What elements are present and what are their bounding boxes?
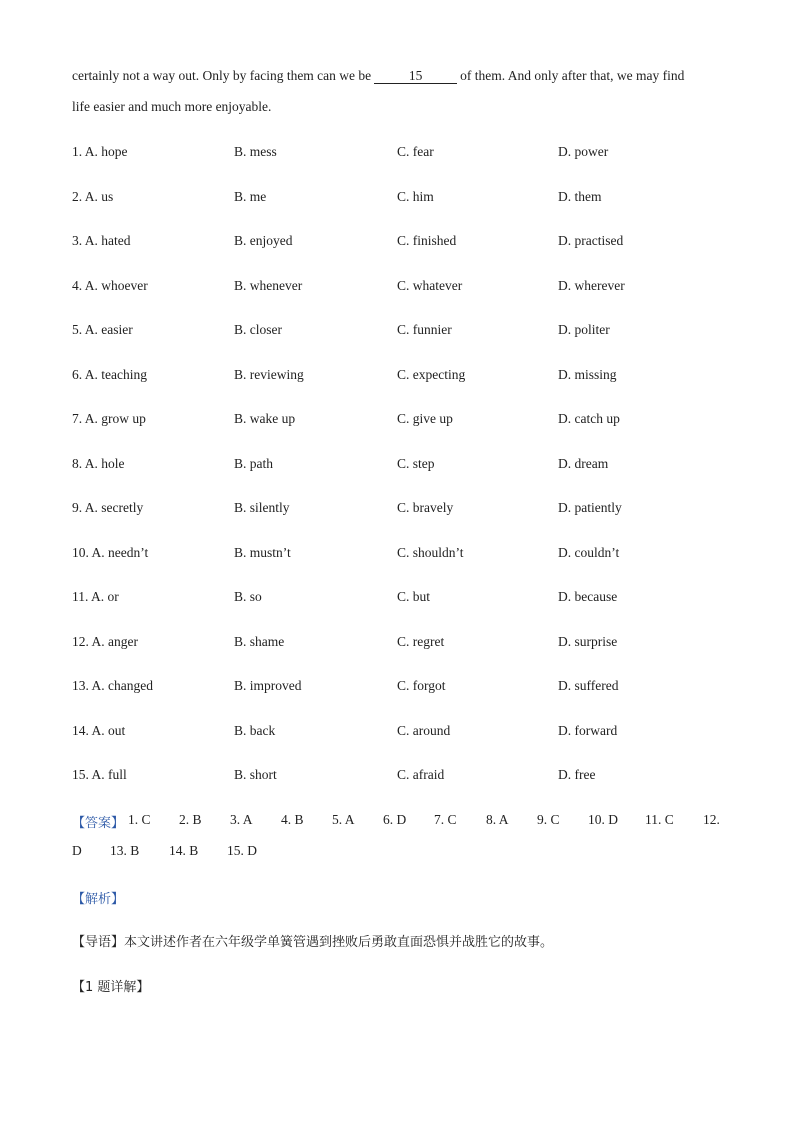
option-b: B. mess <box>234 144 277 159</box>
option-d: D. them <box>558 189 602 204</box>
option-a: 8. A. hole <box>72 456 125 471</box>
option-a: 12. A. anger <box>72 634 138 649</box>
answer-item: 9. C <box>537 812 560 827</box>
option-b: B. enjoyed <box>234 233 293 248</box>
option-a: 13. A. changed <box>72 678 153 693</box>
answer-item: 8. A <box>486 812 509 827</box>
option-d: D. surprise <box>558 634 618 649</box>
option-a: 4. A. whoever <box>72 278 148 293</box>
answer-item: 2. B <box>179 812 202 827</box>
option-b: B. path <box>234 456 273 471</box>
option-c: C. regret <box>397 634 445 649</box>
option-a: 1. A. hope <box>72 144 128 159</box>
passage-line-1 <box>72 68 684 84</box>
option-a: 2. A. us <box>72 189 114 204</box>
answer-item: 11. C <box>645 812 674 827</box>
answer-item: 12. <box>703 812 720 827</box>
guide-label: 【导语】 <box>72 935 125 950</box>
option-a: 3. A. hated <box>72 233 131 248</box>
passage-text: certainly not a way out. Only by facing them can we be <box>72 68 372 83</box>
option-b: B. mustn’t <box>234 545 291 560</box>
option-d: D. wherever <box>558 278 625 293</box>
option-c: C. whatever <box>397 278 463 293</box>
answer-item: 10. D <box>588 812 618 827</box>
analysis-heading: 【解析】 <box>72 892 125 907</box>
answer-item: 15. D <box>227 843 257 858</box>
option-a: 5. A. easier <box>72 322 133 337</box>
option-a: 7. A. grow up <box>72 411 146 426</box>
option-d: D. because <box>558 589 618 604</box>
option-c: C. shouldn’t <box>397 545 464 560</box>
option-b: B. whenever <box>234 278 303 293</box>
option-d: D. catch up <box>558 411 620 426</box>
option-d: D. couldn’t <box>558 545 620 560</box>
option-b: B. improved <box>234 678 302 693</box>
option-b: B. reviewing <box>234 367 304 382</box>
option-c: C. but <box>397 589 431 604</box>
option-c: C. afraid <box>397 767 445 782</box>
option-d: D. dream <box>558 456 609 471</box>
option-d: D. politer <box>558 322 610 337</box>
answer-item: 13. B <box>110 843 140 858</box>
option-b: B. so <box>234 589 262 604</box>
option-c: C. finished <box>397 233 457 248</box>
option-d: D. missing <box>558 367 617 382</box>
answer-item: 6. D <box>383 812 407 827</box>
passage-text: of them. And only after that, we may find <box>460 68 685 83</box>
option-b: B. me <box>234 189 267 204</box>
option-c: C. bravely <box>397 500 454 515</box>
option-a: 15. A. full <box>72 767 127 782</box>
option-a: 11. A. or <box>72 589 119 604</box>
option-a: 6. A. teaching <box>72 367 147 382</box>
guide-text: 本文讲述作者在六年级学单簧管遇到挫败后勇敢直面恐惧并战胜它的故事。 <box>124 935 554 950</box>
option-a: 9. A. secretly <box>72 500 144 515</box>
detail-heading: 【1 题详解】 <box>72 980 150 995</box>
option-a: 14. A. out <box>72 723 126 738</box>
option-d: D. practised <box>558 233 624 248</box>
answer-item: 7. C <box>434 812 457 827</box>
passage-line-2: life easier and much more enjoyable. <box>72 99 272 114</box>
option-c: C. give up <box>397 411 453 426</box>
option-b: B. shame <box>234 634 285 649</box>
answer-item: 4. B <box>281 812 304 827</box>
answer-item: 5. A <box>332 812 355 827</box>
option-b: B. short <box>234 767 277 782</box>
option-c: C. step <box>397 456 435 471</box>
option-b: B. wake up <box>234 411 296 426</box>
answer-item: 14. B <box>169 843 199 858</box>
option-d: D. suffered <box>558 678 619 693</box>
answer-label: 【答案】 <box>72 816 125 831</box>
answer-item: D <box>72 843 82 858</box>
answer-item: 3. A <box>230 812 253 827</box>
option-b: B. closer <box>234 322 282 337</box>
option-c: C. fear <box>397 144 434 159</box>
option-c: C. expecting <box>397 367 466 382</box>
option-c: C. funnier <box>397 322 452 337</box>
option-c: C. around <box>397 723 451 738</box>
option-b: B. back <box>234 723 276 738</box>
option-d: D. patiently <box>558 500 622 515</box>
option-d: D. power <box>558 144 609 159</box>
guide-paragraph <box>72 931 553 950</box>
option-a: 10. A. needn’t <box>72 545 149 560</box>
blank-15: 15 <box>374 69 457 84</box>
answer-item: 1. C <box>128 812 151 827</box>
option-c: C. him <box>397 189 434 204</box>
option-d: D. free <box>558 767 596 782</box>
option-c: C. forgot <box>397 678 446 693</box>
option-d: D. forward <box>558 723 618 738</box>
option-b: B. silently <box>234 500 290 515</box>
